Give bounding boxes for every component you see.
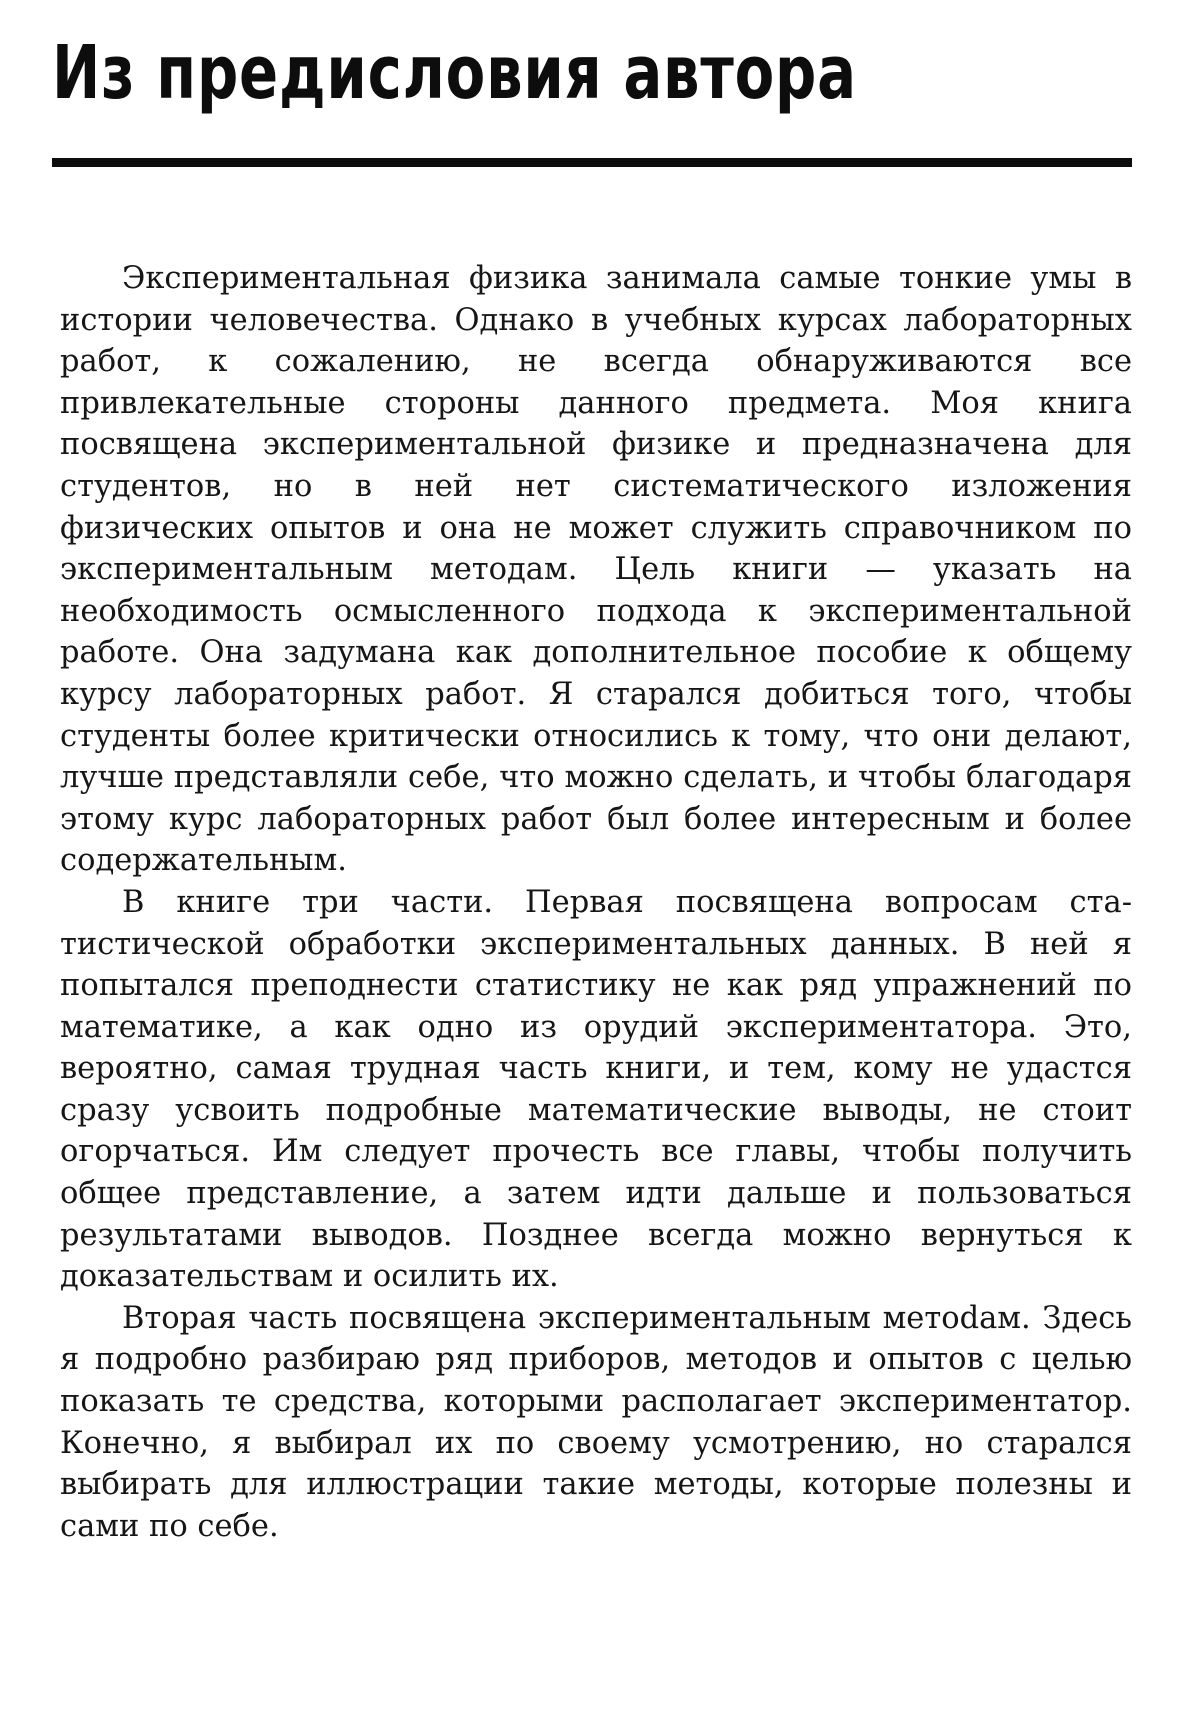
paragraph: Экспериментальная физика занимала самые тонкие умы в истории человечества. Однако в учебных курсах лабораторных работ, к сожалению, не всегда обнаруживаются все привлекательные стороны данного предмета. Моя книга посвящена экспериментальной физике и предназначена для студентов, но в ней нет систематического изложения физических опытов и она не может служить справочником по экспериментальным методам. Цель книги — указать на необходимость осмысленного подхода к экспериментальной работе. Она задумана как дополнительное пособие к общему курсу лабораторных работ. Я старался добиться того, чтобы студенты более критически относились к тому, что они делают, лучше представляли себе, что можно сделать, и чтобы благодаря этому курс лабораторных работ был более интересным и более содержательным. xyxy=(60,261,1132,879)
page-title: Из предисловия автора xyxy=(52,30,857,116)
title-underline-rule xyxy=(52,158,1132,167)
paragraph: Вторая часть посвящена экспериментальным метоdам. Здесь я подробно разбираю ряд приборов, методов и опытов с целью показать те средства, которыми располагает экспериментатор. Конечно, я выбирал их по своему усмотрению, но старался выбирать для иллюстрации такие методы, которые полезны и сами по себе. xyxy=(60,1300,1132,1544)
body-text xyxy=(60,258,1132,1547)
paragraph: В книге три части. Первая посвящена вопросам статистической обработки экспериментальных данных. В ней я попытался преподнести статистику не как ряд упражнений по математике, а как одно из орудий экспериментатора. Это, вероятно, самая трудная часть книги, и тем, кому не удастся сразу усвоить подробные математические выводы, не стоит огорчаться. Им следует прочесть все главы, чтобы получить общее представление, а затем идти дальше и пользоваться результатами выводов. Позднее всегда можно вернуться к доказательствам и осилить их. xyxy=(60,884,1132,1295)
